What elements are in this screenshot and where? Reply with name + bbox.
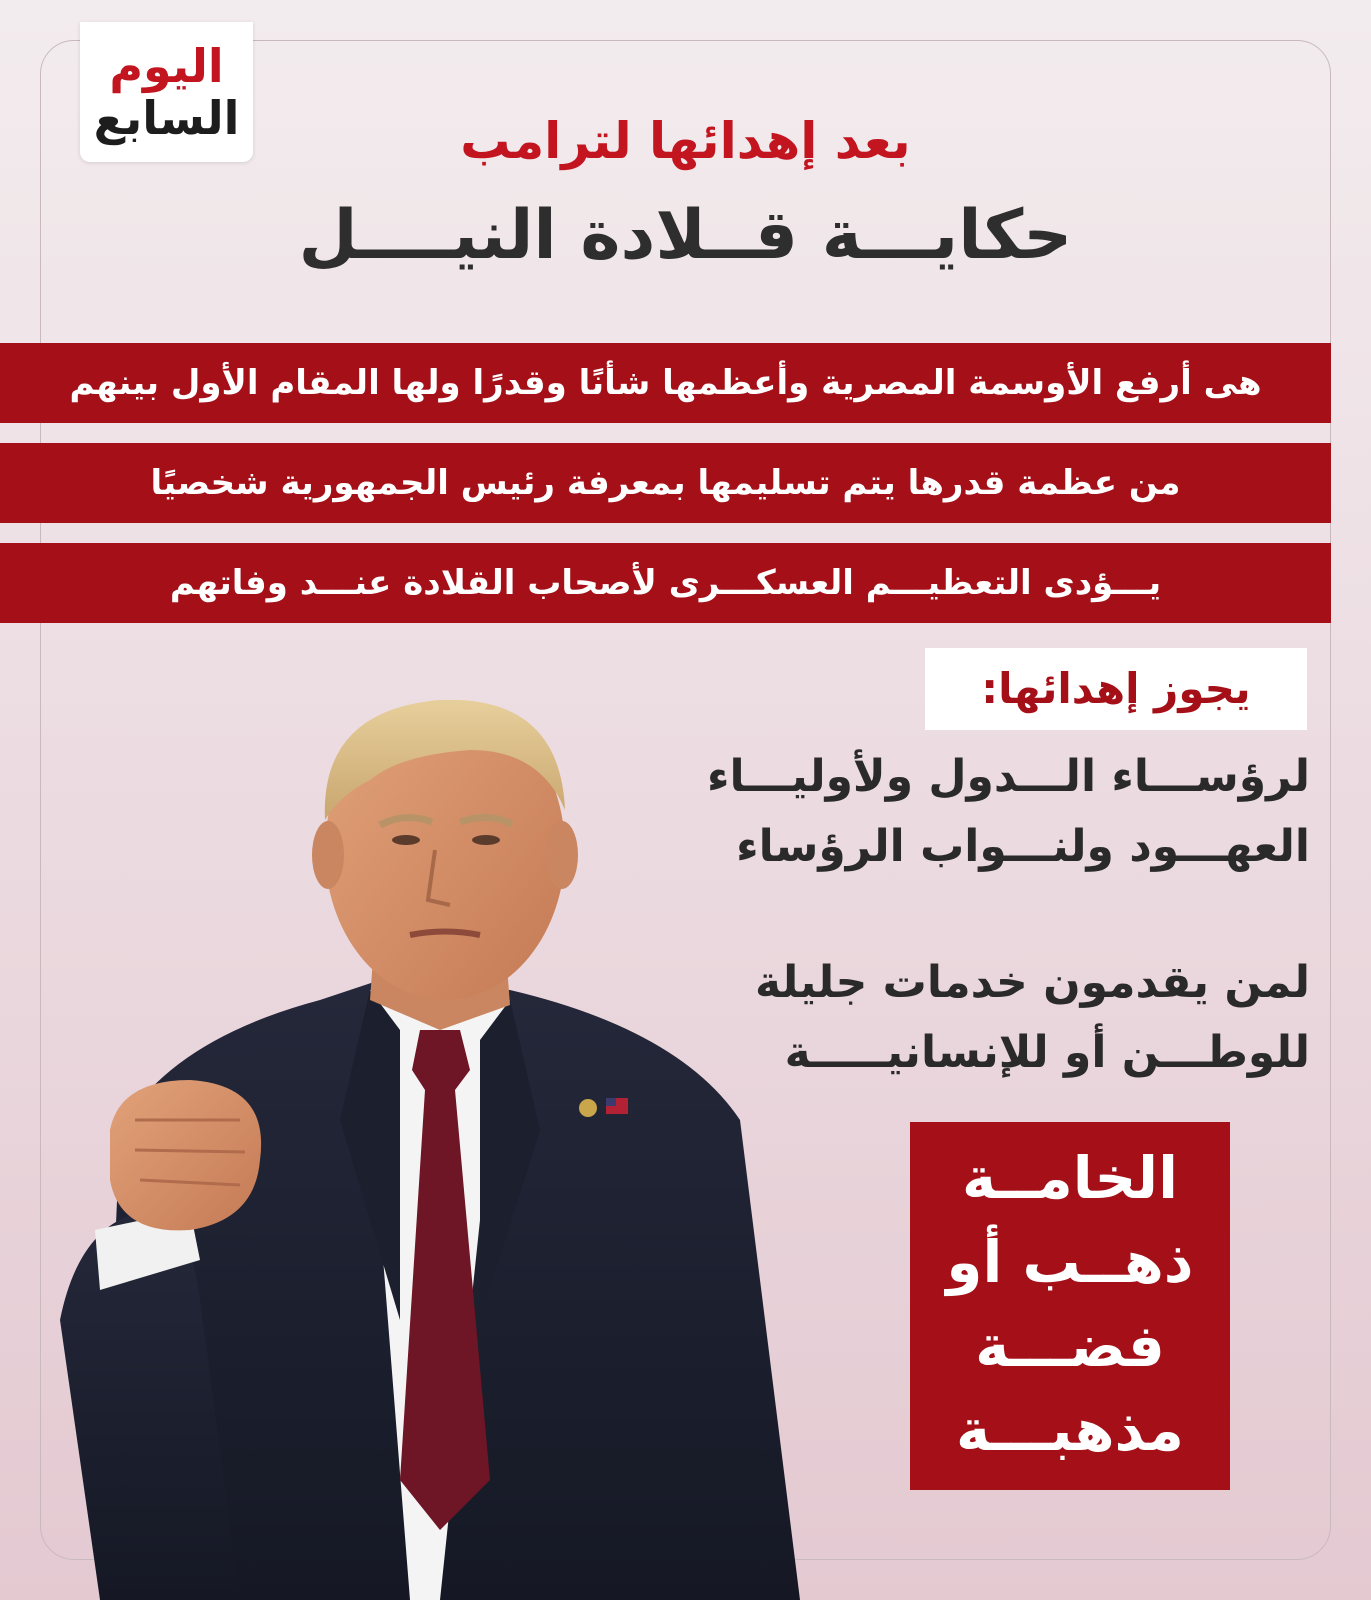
eligibility-p2-line-1: لمن يقدمون خدمات جليلة xyxy=(755,957,1310,1008)
person-photo xyxy=(40,700,820,1600)
logo-line-1: اليوم xyxy=(109,39,224,93)
material-line-3: فضـــة xyxy=(975,1312,1165,1380)
fact-band-3: يـــؤدى التعظيـــم العسكـــرى لأصحاب القلادة عنـــد وفاتهم xyxy=(0,543,1331,623)
material-line-4: مذهبـــة xyxy=(956,1396,1184,1464)
material-line-1: الخامــة xyxy=(962,1144,1178,1212)
eligibility-p1-line-2: العهـــود ولنـــواب الرؤساء xyxy=(736,821,1310,872)
headline-title: حكايـــة قــلادة النيــــل xyxy=(298,196,1073,275)
fact-band-2: من عظمة قدرها يتم تسليمها بمعرفة رئيس الجمهورية شخصيًا xyxy=(0,443,1331,523)
headline-subtitle: بعد إهدائها لترامب xyxy=(460,112,911,170)
material-box xyxy=(910,1122,1230,1490)
logo-line-2: السابع xyxy=(93,91,240,145)
material-line-2: ذهــب أو xyxy=(946,1228,1194,1296)
eligibility-p1-line-1: لرؤســـاء الـــدول ولأوليـــاء xyxy=(706,751,1310,802)
eligibility-p2-line-2: للوطـــن أو للإنسانيـــــة xyxy=(784,1027,1310,1078)
eligibility-label: يجوز إهدائها: xyxy=(925,648,1307,730)
brand-logo xyxy=(80,22,253,162)
fact-band-1: هى أرفع الأوسمة المصرية وأعظمها شأنًا وقدرًا ولها المقام الأول بينهم xyxy=(0,343,1331,423)
